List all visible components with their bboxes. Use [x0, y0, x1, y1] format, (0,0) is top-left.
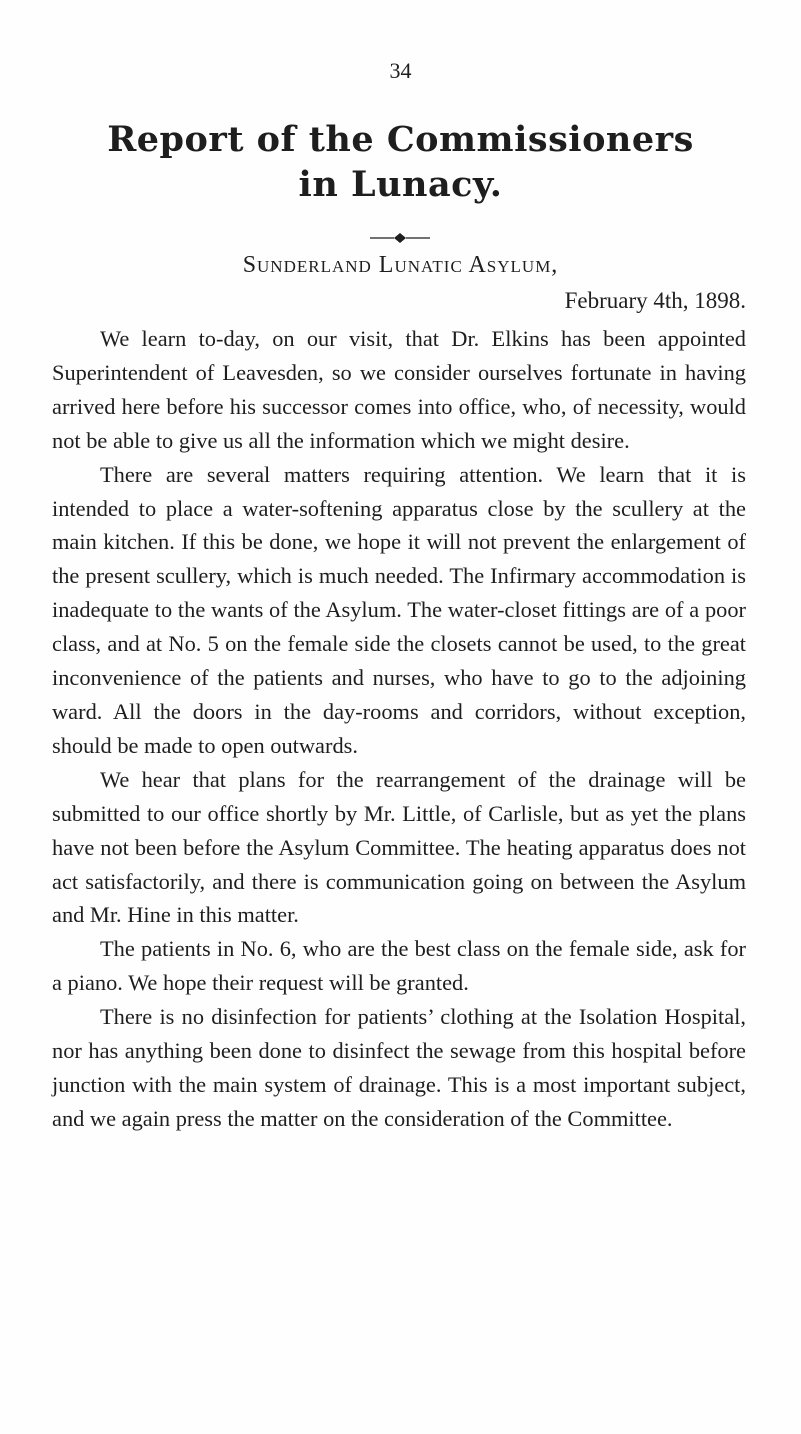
report-title-line-2: in Lunacy.	[298, 164, 503, 205]
diamond-rule-ornament	[368, 232, 432, 244]
paragraph: We learn to-day, on our visit, that Dr. Elkins has been appointed Superintendent of Leavesden, so we consider ourselves fortunate in having arrived here before his successor comes into office, who, of necessity, would not be able to give us all the information which we might desire.	[52, 326, 746, 453]
report-title-line-1: Report of the Commissioners	[107, 119, 694, 160]
report-body	[52, 322, 746, 1136]
paragraph: There is no disinfection for patients’ clothing at the Isolation Hospital, nor has anything been done to disinfect the sewage from this hospital before junction with the main system of drainage. This is a most important subject, and we again press the matter on the consideration of the Committee.	[52, 1004, 746, 1131]
report-title	[0, 117, 801, 207]
page-number: 34	[389, 58, 412, 83]
location-heading: Sunderland Lunatic Asylum,	[242, 252, 559, 278]
paragraph: We hear that plans for the rearrangement of the drainage will be submitted to our office shortly by Mr. Little, of Carlisle, but as yet the plans have not been before the Asylum Committee. The heating apparatus does not act satisfactorily, and there is communication going on between the Asylum and Mr. Hine in this matter.	[52, 766, 746, 928]
paragraph: The patients in No. 6, who are the best class on the female side, ask for a piano. We hope their request will be granted.	[52, 936, 746, 996]
report-date: February 4th, 1898.	[564, 288, 746, 313]
paragraph: There are several matters requiring attention. We learn that it is intended to place a water-softening apparatus close by the scullery at the main kitchen. If this be done, we hope it will not prevent the enlargement of the present scullery, which is much needed. The Infirmary accommodation is inadequate to the wants of the Asylum. The water-closet fittings are of a poor class, and at No. 5 on the female side the closets cannot be used, to the great inconvenience of the patients and nurses, who have to go to the adjoining ward. All the doors in the day-rooms and corridors, without exception, should be made to open outwards.	[52, 461, 746, 758]
